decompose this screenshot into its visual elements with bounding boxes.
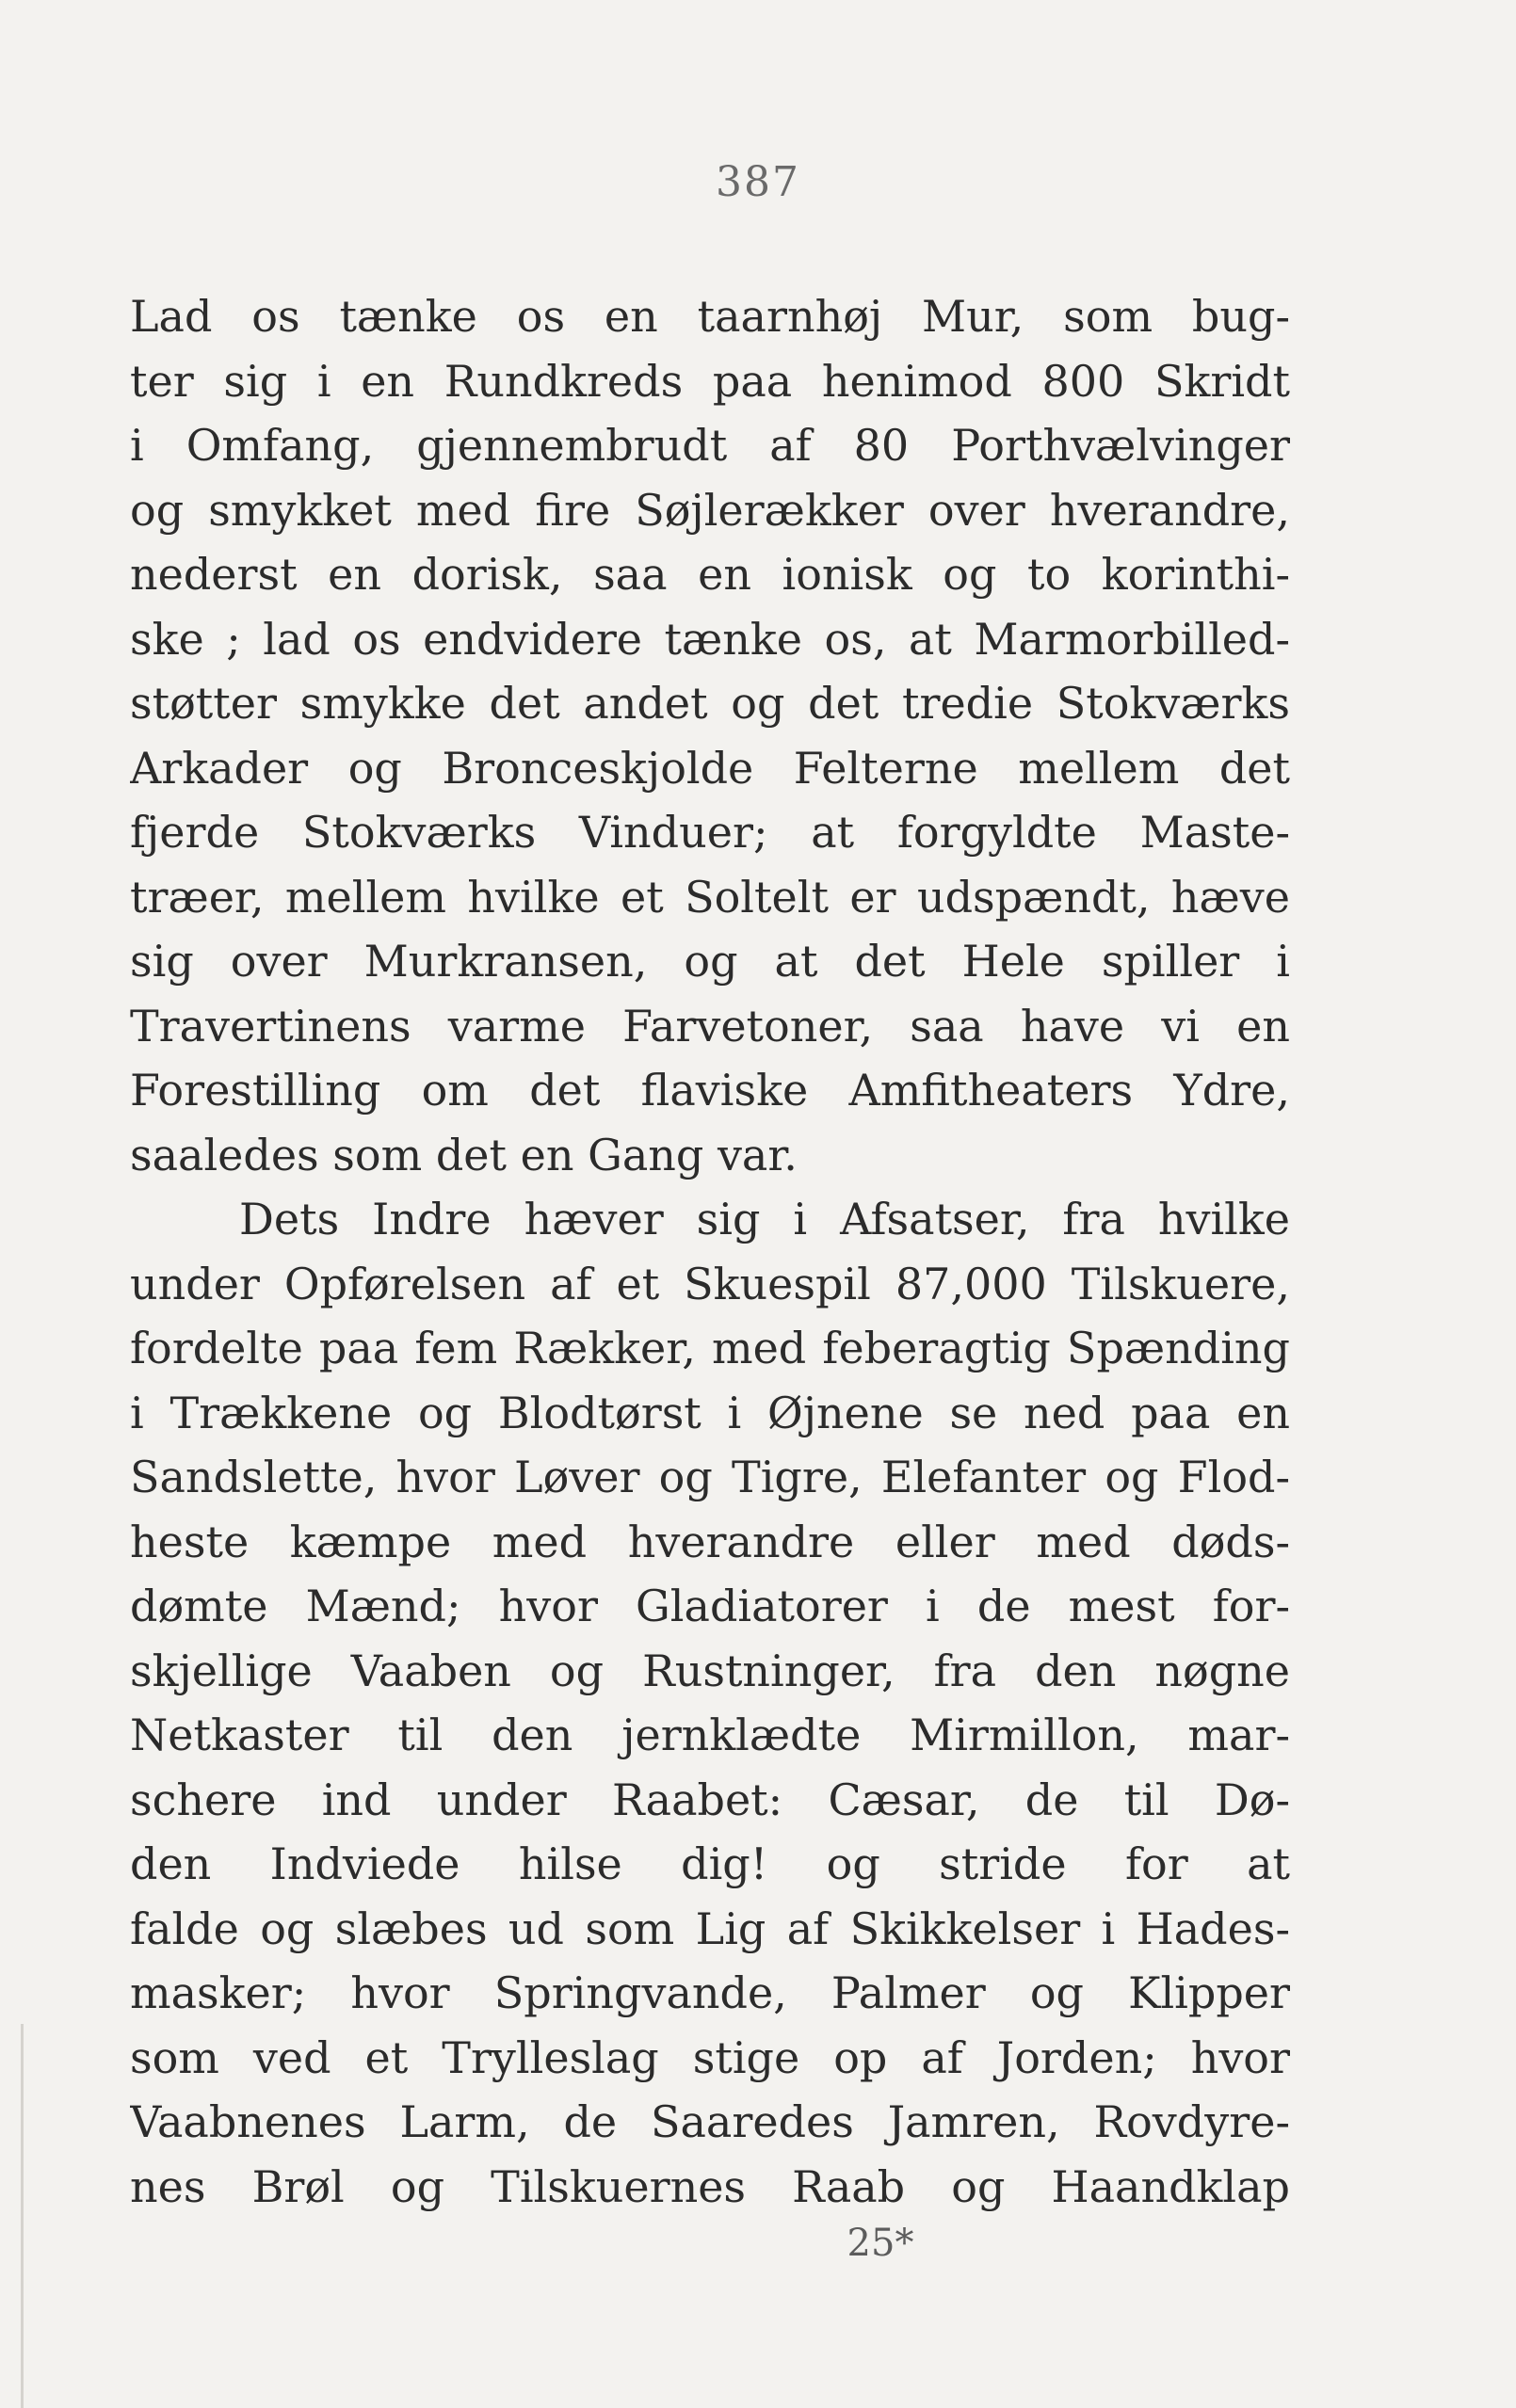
text-line: Lad os tænke os en taarnhøj Mur, som bug- bbox=[130, 291, 1290, 342]
text-line: Netkaster til den jernklædte Mirmillon, mar- bbox=[130, 1710, 1290, 1760]
text-line: Vaabnenes Larm, de Saaredes Jamren, Rovdyre- bbox=[130, 2096, 1290, 2147]
text-line: ter sig i en Rundkreds paa henimod 800 Skridt bbox=[130, 355, 1290, 407]
text-line: støtter smykke det andet og det tredie Stokværks bbox=[130, 678, 1290, 729]
page-edge-shadow bbox=[21, 2024, 24, 2408]
paragraph-start-line: Dets Indre hæver sig i Afsatser, fra hvilke bbox=[239, 1194, 1290, 1244]
text-line: Travertinens varme Farvetoner, saa have vi en bbox=[130, 1000, 1290, 1051]
text-line: heste kæmpe med hverandre eller med døds- bbox=[130, 1516, 1290, 1567]
text-line: som ved et Trylleslag stige op af Jorden; hvor bbox=[130, 2031, 1290, 2083]
text-line: Forestilling om det flaviske Amfitheaters Ydre, bbox=[130, 1065, 1290, 1116]
text-line: schere ind under Raabet: Cæsar, de til Dø- bbox=[130, 1774, 1290, 1825]
text-line: i Omfang, gjennembrudt af 80 Porthvælvinger bbox=[130, 420, 1290, 471]
text-line: skjellige Vaaben og Rustninger, fra den nøgne bbox=[130, 1645, 1290, 1696]
text-line: masker; hvor Springvande, Palmer og Klipper bbox=[130, 1967, 1290, 2018]
text-line: i Trækkene og Blodtørst i Øjnene se ned paa en bbox=[130, 1387, 1290, 1438]
text-line: under Opførelsen af et Skuespil 87,000 Tilskuere, bbox=[130, 1258, 1290, 1309]
text-line: sig over Murkransen, og at det Hele spiller i bbox=[130, 936, 1290, 987]
text-line: den Indviede hilse dig! og stride for at bbox=[130, 1838, 1290, 1889]
text-line: nes Brøl og Tilskuernes Raab og Haandklap bbox=[130, 2160, 1290, 2212]
text-line: fjerde Stokværks Vinduer; at forgyldte Maste- bbox=[130, 807, 1290, 858]
signature-mark: 25* bbox=[847, 2222, 914, 2265]
text-line: dømte Mænd; hvor Gladiatorer i de mest for- bbox=[130, 1581, 1290, 1631]
text-line: og smykket med fire Søjlerækker over hverandre, bbox=[130, 484, 1290, 536]
text-line: Arkader og Bronceskjolde Felterne mellem det bbox=[130, 742, 1290, 794]
page-number: 387 bbox=[716, 158, 800, 206]
text-line: Sandslette, hvor Løver og Tigre, Elefanter og Flod- bbox=[130, 1452, 1290, 1502]
text-line: fordelte paa fem Rækker, med feberagtig Spænding bbox=[130, 1323, 1290, 1373]
text-line: ske ; lad os endvidere tænke os, at Marmorbilled- bbox=[130, 613, 1290, 665]
text-line: træer, mellem hvilke et Soltelt er udspændt, hæve bbox=[130, 871, 1290, 923]
paragraph-end-line: saaledes som det en Gang var. bbox=[130, 1129, 798, 1180]
text-line: falde og slæbes ud som Lig af Skikkelser i Hades- bbox=[130, 1902, 1290, 1954]
text-line: nederst en dorisk, saa en ionisk og to korinthi- bbox=[130, 549, 1290, 600]
body-text bbox=[130, 284, 1290, 2219]
